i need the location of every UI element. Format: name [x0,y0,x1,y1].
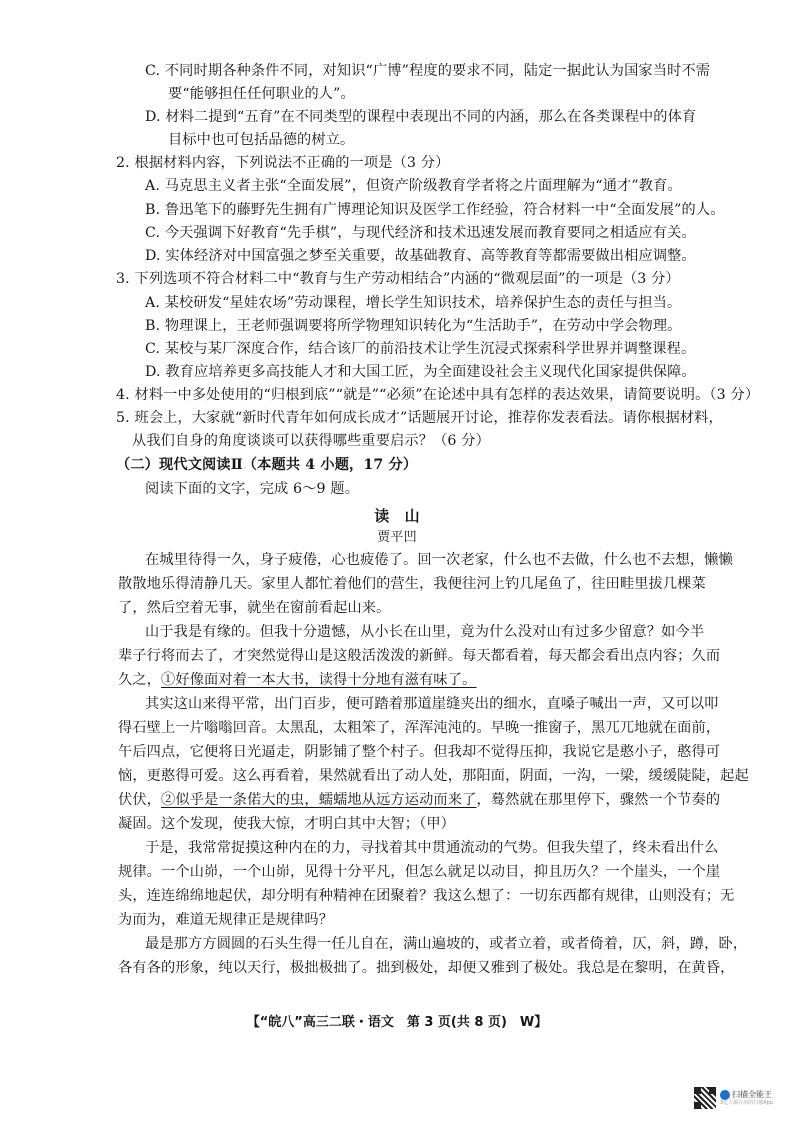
text-line [118,958,794,978]
line-text: 山于我是有缘的。但我十分遗憾，从小长在山里，竟为什么没对山有过多少留意？如今半 [145,624,705,640]
text-line [168,84,794,104]
text-line [118,742,794,762]
line-text: 午后四点，它便将日光逼走，阴影铺了整个村子。但我却不觉得压抑，我说它是憨小子，憨得可 [118,744,721,760]
text-line [145,293,794,313]
text-line [168,130,794,150]
line-text: 从我们自身的角度谈谈可以获得哪些重要启示？（6 分） [132,433,490,449]
scanner-brand [720,1090,773,1106]
line-text: D. 实体经济对中国富强之梦至关重要，故基础教育、高等教育等都需要做出相应调整。 [145,248,696,264]
line-text: 了，然后空着无事，就坐在窗前看起山来。 [118,600,391,616]
text-line [145,176,794,196]
text-line [145,61,794,81]
underlined-sentence: ②似乎是一条偌大的虫，蠕蠕地从远方运动而来了 [161,792,477,808]
text-line [145,550,794,570]
text-line [118,814,794,834]
scanner-watermark [694,1086,780,1110]
line-text: 各有各的形象，纯以天行，极拙极拙了。拙到极处，却便又雅到了极处。我总是在黎明，在黄昏， [118,960,735,976]
text-line [118,886,794,906]
text-line [145,934,794,954]
line-text: A. 某校研发“星娃农场”劳动课程，增长学生知识技术，培养保护生态的责任与担当。 [145,295,682,311]
line-text: （二）现代文阅读Ⅱ（本题共 4 小题，17 分） [116,457,418,473]
line-text: 恼，更憨得可爱。这么再看着，果然就看出了动人处，那阳面，阴面，一沟，一梁，缓缓陡陡，起起 [118,768,749,784]
text-line [145,200,794,220]
text-line [116,408,794,428]
text-line [116,153,794,173]
line-text: 其实这山来得平常，出门百步，便可踏着那道崖缝夹出的细水，直嗓子喊出一声，又可以叩 [145,696,719,712]
line-text: 辈子行将而去了，才突然觉得山是这般活泼泼的新鲜。每天都看着，每天都会看出点内容；久而 [118,648,721,664]
line-text: 久之， [118,672,162,688]
line-text: 为而为，难道无规律正是规律吗？ [118,912,334,928]
line-text-after: ，蓦然就在那里停下，骤然一个节奏的 [476,792,721,808]
line-text: B. 鲁迅笔下的藤野先生拥有广博理论知识及医学工作经验，符合材料一中“全面发展”的人。 [145,202,725,218]
line-text: 散散地乐得清静几天。家里人都忙着他们的营生，我便往河上钓几尾鱼了，往田畦里拔几棵菜 [118,576,706,592]
text-line [145,838,794,858]
text-line [118,646,794,666]
text-line [118,790,794,810]
underlined-sentence: ①好像面对着一本大书，读得十分地有滋有味了。 [161,672,477,688]
line-text: D. 材料二提到“五育”在不同类型的课程中表现出不同的内涵，那么在各类课程中的体育 [145,109,697,125]
text-line [116,385,794,405]
line-text: 于是，我常常捉摸这种内在的力，寻找着其中贯通流动的气势。但我失望了，终未看出什么 [145,840,719,856]
line-text: 要“能够担任任何职业的人”。 [168,86,355,102]
line-text: B. 物理课上，王老师强调要将所学物理知识转化为“生活助手”，在劳动中学会物理。 [145,318,682,334]
text-line [118,670,794,690]
text-line [118,766,794,786]
line-text: 3. 下列选项不符合材料二中“教育与生产劳动相结合”内涵的“微观层面”的一项是（3 分） [116,271,680,287]
line-text: C. 不同时期各种条件不同，对知识“广博”程度的要求不同，陆定一据此认为国家当时不需 [145,63,711,79]
line-text: A. 马克思主义者主张“全面发展”，但资产阶级教育学者将之片面理解为“通才”教育。 [145,178,682,194]
text-line [118,574,794,594]
scanner-logo-icon [720,1090,730,1100]
page-footer: 【“皖八”高三二联・语文 第 3 页(共 8 页) W】 [246,1015,548,1030]
line-text: 得石壁上一片嗡嗡回音。太黑乱，太粗笨了，浑浑沌沌的。早晚一推窗子，黑兀兀地就在面前， [118,720,721,736]
line-text: 5. 班会上，大家就“新时代青年如何成长成才”话题展开讨论，推荐你发表看法。请你根据材料， [116,410,723,426]
text-line [116,455,794,475]
qr-code-icon [694,1087,716,1109]
line-text: 2. 根据材料内容，下列说法不正确的一项是（3 分） [116,155,450,171]
text-line [118,598,794,618]
text-line [0,528,794,548]
text-line [145,107,794,127]
text-line [145,223,794,243]
line-text: D. 教育应培养更多高技能人才和大国工匠，为全面建设社会主义现代化国家提供保障。 [145,364,696,380]
line-text: 伏伏， [118,792,162,808]
text-line [118,718,794,738]
line-text: C. 某校与某厂深度合作，结合该厂的前沿技术让学生沉浸式探索科学世界并调整课程。 [145,341,696,357]
scanner-slogan: 3亿人都在用的扫描App [720,1100,773,1106]
text-line [0,506,794,526]
line-text: 读 山 [374,507,420,525]
text-line [145,316,794,336]
text-line [145,246,794,266]
line-text: 在城里待得一久，身子疲倦，心也疲倦了。回一次老家，什么也不去做，什么也不去想，懒懒 [145,552,733,568]
text-line [145,339,794,359]
line-text: 目标中也可包括品德的树立。 [168,132,355,148]
line-text: 规律。一个山峁，一个山峁，见得十分平凡，但怎么就足以动目，抑且历久？一个崖头，一个崖 [118,864,721,880]
text-line [145,622,794,642]
text-line [116,269,794,289]
line-text: 头，连连绵绵地起伏，却分明有种精神在团聚着？我这么想了：一切东西都有规律，山则没有；无 [118,888,735,904]
text-line [132,431,794,451]
line-text: C. 今天强调下好教育“先手棋”，与现代经济和技术迅速发展而教育要同之相适应有关。 [145,225,696,241]
text-line [145,362,794,382]
line-text: 阅读下面的文字，完成 6～9 题。 [145,481,360,497]
line-text: 4. 材料一中多处使用的“归根到底”“就是”“必须”在论述中具有怎样的表达效果，请简要说明。（3 分） [116,387,760,403]
line-text: 最是那方方圆圆的石头生得一任儿自在，满山遍坡的，或者立着，或者倚着，仄，斜，蹲，卧， [145,936,748,952]
line-text: 凝固。这个发现，使我大惊，才明白其中大智；（甲） [118,816,456,832]
text-line [145,479,794,499]
line-text: 贾平凹 [377,530,417,545]
text-line [145,694,794,714]
text-line [118,910,794,930]
text-line [118,862,794,882]
scanner-brand-name: 扫描全能王 [732,1090,772,1099]
